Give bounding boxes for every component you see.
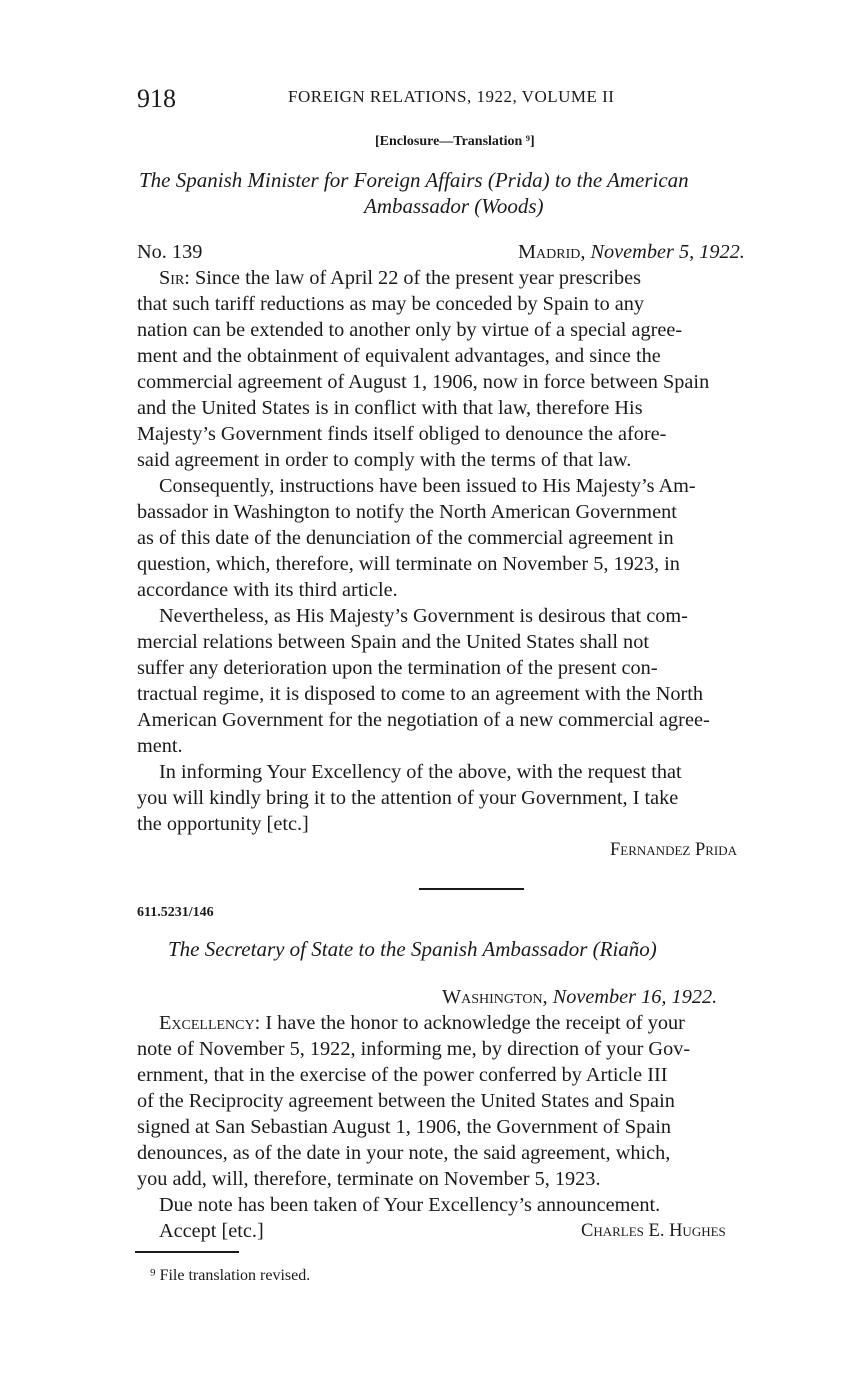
page-number: 918: [137, 84, 176, 113]
letter1-line-0: Sir: Since the law of April 22 of the present year prescribes: [159, 267, 642, 289]
enclosure-label: [Enclosure—Translation ⁹]: [375, 134, 535, 149]
letter2-dateline: [442, 986, 717, 1009]
letter1-line-20: you will kindly bring it to the attention of your Government, I take: [137, 787, 679, 809]
letter2-date: November 16, 1922.: [552, 986, 718, 1008]
letter1-line-16: tractual regime, it is disposed to come to an agreement with the North: [137, 683, 704, 705]
letter2-line-2: ernment, that in the exercise of the power conferred by Article III: [137, 1064, 668, 1086]
running-title: FOREIGN RELATIONS, 1922, VOLUME II: [288, 87, 615, 106]
letter1-number: No. 139: [137, 241, 203, 263]
letter1-line-6: Majesty’s Government finds itself obliged to denounce the afore-: [137, 423, 667, 445]
letter2-line-0: Excellency: I have the honor to acknowledge the receipt of your: [159, 1012, 685, 1034]
letter1-date: November 5, 1922.: [590, 241, 745, 263]
letter1-line-12: accordance with its third article.: [137, 579, 398, 601]
letter1-line-9: bassador in Washington to notify the North American Government: [137, 501, 677, 523]
file-number: 611.5231/146: [137, 905, 214, 920]
letter1-dateline: [518, 241, 745, 264]
letter1-line-7: said agreement in order to comply with the terms of that law.: [137, 449, 632, 471]
letter2-line-1: note of November 5, 1922, informing me, by direction of your Gov-: [137, 1038, 691, 1060]
letter1-title-line2: Ambassador (Woods): [364, 194, 544, 218]
footnote-rule: [135, 1251, 239, 1253]
letter2-line-4: signed at San Sebastian August 1, 1906, the Government of Spain: [137, 1116, 672, 1138]
letter1-salutation: Sir:: [159, 267, 190, 289]
letter1-line-14: mercial relations between Spain and the United States shall not: [137, 631, 649, 653]
letter2-title: The Secretary of State to the Spanish Ambassador (Riaño): [168, 937, 657, 961]
letter2-line-8: Accept [etc.]: [159, 1220, 264, 1242]
letter2-place: Washington,: [442, 986, 548, 1008]
letter2-salutation: Excellency:: [159, 1012, 261, 1034]
letter2-signature: Charles E. Hughes: [581, 1221, 726, 1241]
letter1-title-line1: The Spanish Minister for Foreign Affairs (Prida) to the American: [139, 168, 689, 192]
letter2-line-3: of the Reciprocity agreement between the United States and Spain: [137, 1090, 675, 1112]
letter1-line-5: and the United States is in conflict with that law, therefore His: [137, 397, 643, 419]
letter1-line-1: that such tariff reductions as may be conceded by Spain to any: [137, 293, 645, 315]
letter1-line-3: ment and the obtainment of equivalent advantages, and since the: [137, 345, 661, 367]
letter1-line-8: Consequently, instructions have been issued to His Majesty’s Am-: [159, 475, 696, 497]
letter1-signature: Fernandez Prida: [610, 840, 738, 860]
letter2-line-6: you add, will, therefore, terminate on November 5, 1923.: [137, 1168, 601, 1190]
letter2-line-5: denounces, as of the date in your note, the said agreement, which,: [137, 1142, 671, 1164]
letter1-line-21: the opportunity [etc.]: [137, 813, 309, 835]
letter1-line-10: as of this date of the denunciation of the commercial agreement in: [137, 527, 674, 549]
letter1-line-2: nation can be extended to another only by virtue of a special agree-: [137, 319, 683, 341]
letter1-line-18: ment.: [137, 735, 183, 757]
letter1-line-15: suffer any deterioration upon the termination of the present con-: [137, 657, 658, 679]
letter1-line-17: American Government for the negotiation of a new commercial agree-: [137, 709, 710, 731]
section-divider: [419, 888, 524, 890]
letter1-line-4: commercial agreement of August 1, 1906, now in force between Spain: [137, 371, 710, 393]
letter1-place: Madrid,: [518, 241, 586, 263]
letter1-line-19: In informing Your Excellency of the above, with the request that: [159, 761, 682, 783]
letter1-line-13: Nevertheless, as His Majesty’s Government is desirous that com-: [159, 605, 688, 627]
letter1-line-11: question, which, therefore, will terminate on November 5, 1923, in: [137, 553, 680, 575]
footnote: ⁹ File translation revised.: [150, 1267, 311, 1284]
letter2-line-7: Due note has been taken of Your Excellency’s announcement.: [159, 1194, 661, 1216]
